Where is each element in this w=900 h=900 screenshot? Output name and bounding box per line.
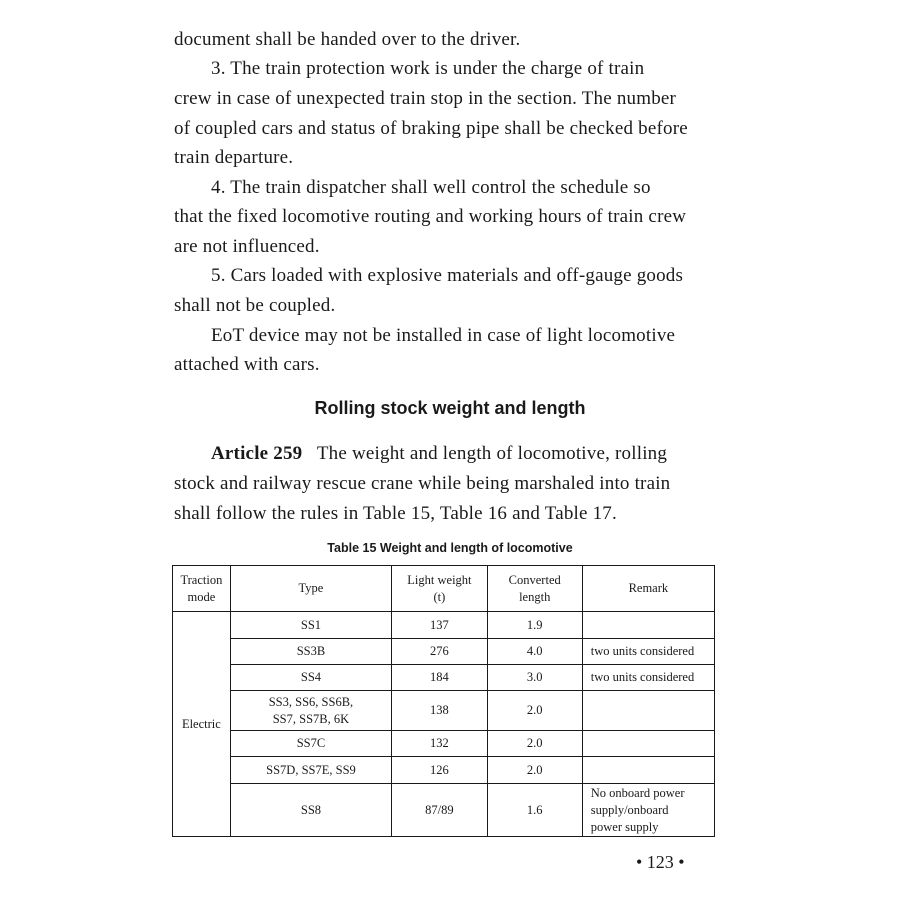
type-cell: SS7D, SS7E, SS9: [230, 757, 391, 784]
length-cell: 4.0: [487, 639, 582, 665]
body-line-6: 4. The train dispatcher shall well control the schedule so: [211, 177, 651, 198]
header-type: Type: [230, 566, 391, 612]
header-remark: Remark: [582, 566, 714, 612]
type-cell: SS4: [230, 665, 391, 691]
remark-cell: [582, 691, 714, 731]
body-line-9: 5. Cars loaded with explosive materials and off-gauge goods: [211, 265, 684, 286]
remark-line1: No onboard power: [590, 785, 685, 800]
weight-cell: 276: [392, 639, 488, 665]
locomotive-table: [172, 565, 715, 837]
table-row: [173, 665, 715, 691]
remark-cell: [582, 612, 714, 639]
weight-cell: 126: [392, 757, 488, 784]
length-cell: 1.9: [487, 612, 582, 639]
header-mode-line1: Traction: [180, 572, 223, 587]
body-line-10: shall not be coupled.: [174, 295, 336, 316]
remark-cell: [582, 784, 714, 837]
page-number: • 123 •: [636, 852, 685, 872]
type-cell-line2: SS7, SS7B, 6K: [272, 711, 350, 726]
length-cell: 2.0: [487, 691, 582, 731]
body-line-3: crew in case of unexpected train stop in the section. The number: [174, 88, 677, 109]
header-weight-line1: Light weight: [407, 572, 472, 587]
header-traction-mode: [173, 566, 231, 612]
weight-cell: 137: [392, 612, 488, 639]
table-header-row: [173, 566, 715, 612]
article-line-3: shall follow the rules in Table 15, Table 16 and Table 17.: [174, 503, 617, 524]
header-converted-length: [487, 566, 582, 612]
weight-cell: 138: [392, 691, 488, 731]
table-row: [173, 784, 715, 837]
body-line-8: are not influenced.: [174, 236, 320, 257]
remark-cell: [582, 731, 714, 757]
section-heading: Rolling stock weight and length: [314, 398, 586, 418]
body-line-4: of coupled cars and status of braking pipe shall be checked before: [174, 118, 688, 139]
weight-cell: 132: [392, 731, 488, 757]
type-cell: SS1: [230, 612, 391, 639]
body-line-7: that the fixed locomotive routing and working hours of train crew: [174, 206, 687, 227]
table-row: [173, 639, 715, 665]
length-cell: 3.0: [487, 665, 582, 691]
remark-cell: two units considered: [582, 639, 714, 665]
body-line-11: EoT device may not be installed in case of light locomotive: [211, 325, 676, 346]
table-row: [173, 731, 715, 757]
table-row: [173, 612, 715, 639]
article-line-2: stock and railway rescue crane while being marshaled into train: [174, 473, 671, 494]
table-row: [173, 757, 715, 784]
type-cell: SS8: [230, 784, 391, 837]
body-line-12: attached with cars.: [174, 354, 320, 375]
length-cell: 2.0: [487, 757, 582, 784]
remark-cell: two units considered: [582, 665, 714, 691]
table-row: [173, 691, 715, 731]
header-length-line2: length: [519, 589, 551, 604]
table-caption: Table 15 Weight and length of locomotive: [327, 541, 573, 555]
type-cell: [230, 691, 391, 731]
header-mode-line2: mode: [187, 589, 216, 604]
header-light-weight: [392, 566, 488, 612]
body-line-1: document shall be handed over to the driver.: [174, 29, 521, 50]
weight-cell: 184: [392, 665, 488, 691]
type-cell: SS7C: [230, 731, 391, 757]
article-text-1: The weight and length of locomotive, rolling: [316, 443, 668, 464]
body-line-2: 3. The train protection work is under the charge of train: [211, 58, 645, 79]
remark-line2: supply/onboard: [590, 802, 669, 817]
type-cell: SS3B: [230, 639, 391, 665]
traction-mode-cell: Electric: [173, 612, 231, 837]
remark-cell: [582, 757, 714, 784]
length-cell: 2.0: [487, 731, 582, 757]
header-weight-line2: (t): [433, 589, 446, 604]
header-length-line1: Converted: [508, 572, 561, 587]
body-line-5: train departure.: [174, 147, 294, 168]
article-label: Article 259: [211, 443, 303, 464]
article-line-1: [211, 443, 667, 465]
remark-line3: power supply: [590, 819, 659, 834]
weight-cell: 87/89: [392, 784, 488, 837]
length-cell: 1.6: [487, 784, 582, 837]
type-cell-line1: SS3, SS6, SS6B,: [268, 694, 354, 709]
